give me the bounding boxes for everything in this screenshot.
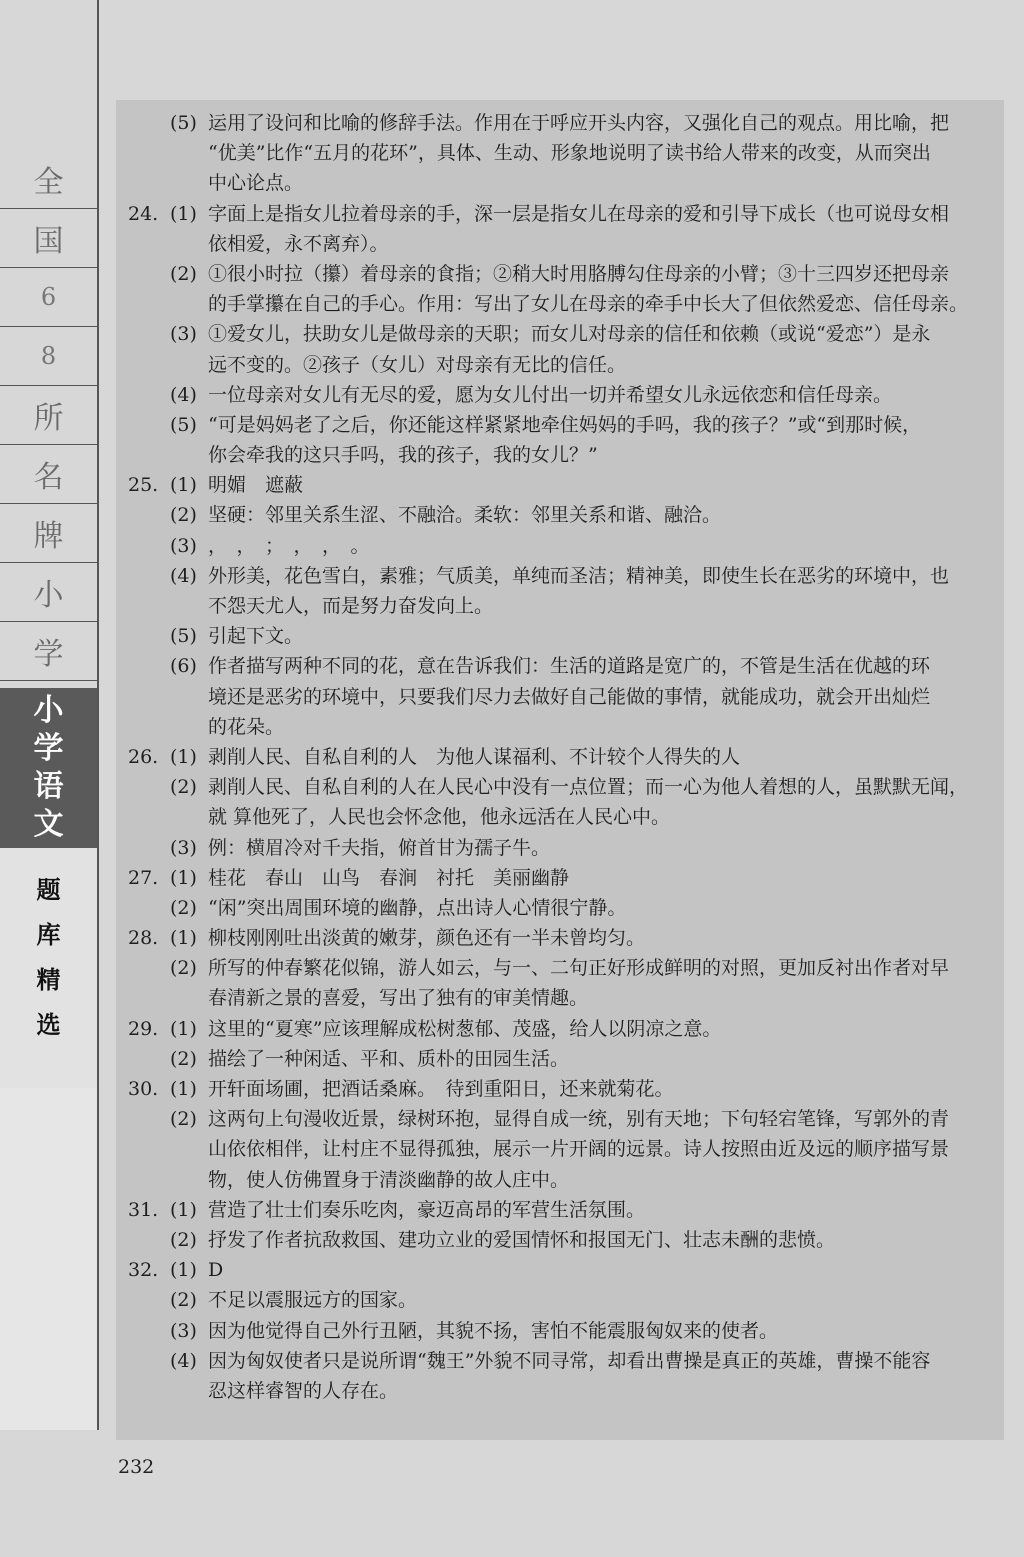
- answer-text: 的花朵。: [208, 715, 285, 738]
- answer-text: 剥削人民、自私自利的人 为他人谋福利、不计较个人得失的人: [208, 745, 741, 768]
- question-number: 27.: [128, 866, 159, 889]
- answer-text: 引起下文。: [208, 625, 304, 648]
- answer-text: 这里的“夏寒”应该理解成松树葱郁、茂盛，给人以阴凉之意。: [208, 1017, 722, 1040]
- sidebar-title-char: 牌: [0, 504, 97, 563]
- answer-line: [128, 138, 996, 168]
- sidebar-background: [0, 1088, 97, 1430]
- answer-line: [128, 953, 996, 983]
- sub-question-number: (2): [170, 262, 197, 285]
- sub-question-number: (3): [170, 1319, 197, 1342]
- answer-line: [128, 259, 996, 289]
- question-number: 29.: [128, 1017, 159, 1040]
- sidebar-title-char: 6: [0, 268, 97, 327]
- sub-question-number: (2): [170, 1228, 197, 1251]
- answer-line: [128, 863, 996, 893]
- sub-question-number: (6): [170, 655, 197, 678]
- answer-line: [128, 802, 996, 832]
- sidebar-subject: [0, 688, 97, 848]
- answer-text: 你会牵我的这只手吗，我的孩子，我的女儿？”: [208, 444, 598, 467]
- answer-line: [128, 1014, 996, 1044]
- answer-line: [128, 199, 996, 229]
- sub-question-number: (1): [170, 202, 197, 225]
- answer-text: 运用了设问和比喻的修辞手法。作用在于呼应开头内容，又强化自己的观点。用比喻，把: [208, 112, 950, 134]
- answer-line: [128, 531, 996, 561]
- sub-question-number: (2): [170, 957, 197, 980]
- answer-text: 物，使人仿佛置身于清淡幽静的故人庄中。: [208, 1168, 570, 1191]
- answer-line: [128, 470, 996, 500]
- answer-text: 的手掌攥在自己的手心。作用：写出了女儿在母亲的牵手中长大了但依然爱恋、信任母亲。: [208, 293, 969, 316]
- answer-text: 不足以震服远方的国家。: [208, 1289, 418, 1312]
- sidebar-section: [0, 848, 97, 1088]
- answer-line: [128, 289, 996, 319]
- question-number: 25.: [128, 474, 159, 497]
- answer-line: [128, 1134, 996, 1164]
- answer-line: [128, 1074, 996, 1104]
- sub-question-number: (4): [170, 1349, 197, 1372]
- answer-line: [128, 1225, 996, 1255]
- sub-question-number: (5): [170, 413, 197, 436]
- answer-line: [128, 923, 996, 953]
- sidebar-section-char: 精: [36, 966, 61, 994]
- question-number: 30.: [128, 1078, 159, 1100]
- answer-line: [128, 833, 996, 863]
- answer-line: [128, 651, 996, 681]
- sub-question-number: (1): [170, 1198, 197, 1221]
- answer-text: 中心论点。: [208, 172, 304, 195]
- answer-line: [128, 380, 996, 410]
- sidebar-title-char: 8: [0, 327, 97, 386]
- answer-text: 忍这样睿智的人存在。: [208, 1379, 399, 1402]
- page-number: 232: [118, 1456, 155, 1478]
- sub-question-number: (2): [170, 1047, 197, 1070]
- answer-text: 字面上是指女儿拉着母亲的手，深一层是指女儿在母亲的爱和引导下成长（也可说母女相: [208, 202, 950, 225]
- answer-line: [128, 682, 996, 712]
- answer-text: 桂花 春山 山鸟 春涧 衬托 美丽幽静: [208, 866, 570, 889]
- sub-question-number: (2): [170, 1108, 197, 1131]
- answer-text: 柳枝刚刚吐出淡黄的嫩芽，颜色还有一半未曾均匀。: [208, 927, 646, 950]
- answer-text: 远不变的。②孩子（女儿）对母亲有无比的信任。: [208, 353, 627, 376]
- answer-line: [128, 1044, 996, 1074]
- answer-text: “闲”突出周围环境的幽静，点出诗人心情很宁静。: [208, 896, 627, 919]
- sub-question-number: (5): [170, 112, 197, 134]
- answer-text: 作者描写两种不同的花，意在告诉我们：生活的道路是宽广的，不管是生活在优越的环: [208, 655, 931, 678]
- sidebar-section-char: 题: [36, 876, 61, 904]
- answer-line: [128, 1346, 996, 1376]
- sub-question-number: (3): [170, 836, 197, 859]
- sub-question-number: (1): [170, 1017, 197, 1040]
- answer-line: [128, 410, 996, 440]
- sidebar-subject-char: 语: [33, 769, 64, 804]
- answer-line: [128, 1104, 996, 1134]
- sub-question-number: (2): [170, 776, 197, 799]
- answer-text: “优美”比作“五月的花环”，具体、生动、形象地说明了读书给人带来的改变，从而突出: [208, 142, 931, 165]
- answer-line: [128, 561, 996, 591]
- answer-line: [128, 893, 996, 923]
- sub-question-number: (4): [170, 383, 197, 406]
- answer-line: [128, 772, 996, 802]
- answer-content: [128, 108, 996, 1406]
- sub-question-number: (1): [170, 927, 197, 950]
- answer-text: 山依依相伴，让村庄不显得孤独，展示一片开阔的远景。诗人按照由近及远的顺序描写景: [208, 1138, 950, 1161]
- sidebar-subject-char: 小: [33, 693, 64, 728]
- sidebar-title-char: 学: [0, 622, 97, 681]
- sub-question-number: (1): [170, 745, 197, 768]
- answer-line: [128, 108, 996, 138]
- sidebar-title: [0, 150, 97, 681]
- sidebar-subject-char: 文: [33, 807, 64, 842]
- sub-question-number: (1): [170, 474, 197, 497]
- sub-question-number: (3): [170, 534, 197, 557]
- question-number: 28.: [128, 927, 159, 950]
- answer-line: [128, 621, 996, 651]
- answer-text: 因为他觉得自己外行丑陋，其貌不扬，害怕不能震服匈奴来的使者。: [208, 1319, 779, 1342]
- sub-question-number: (4): [170, 564, 197, 587]
- answer-text: 这两句上句漫收近景，绿树环抱，显得自成一统，别有天地；下句轻宕笔锋，写郭外的青: [208, 1108, 950, 1131]
- sidebar-section-char: 选: [36, 1011, 61, 1039]
- sub-question-number: (1): [170, 1259, 197, 1282]
- answer-text: 境还是恶劣的环境中，只要我们尽力去做好自己能做的事情，就能成功，就会开出灿烂: [208, 685, 931, 708]
- answer-text: 明媚 遮蔽: [208, 474, 304, 497]
- sub-question-number: (2): [170, 1289, 197, 1312]
- sub-question-number: (1): [170, 866, 197, 889]
- answer-text: 因为匈奴使者只是说所谓“魏王”外貌不同寻常，却看出曹操是真正的英雄，曹操不能容: [208, 1349, 931, 1372]
- answer-text: ， ， ； ， ， 。: [208, 534, 370, 557]
- answer-text: ①爱女儿，扶助女儿是做母亲的天职；而女儿对母亲的信任和依赖（或说“爱恋”）是永: [208, 323, 931, 346]
- answer-text: 一位母亲对女儿有无尽的爱，愿为女儿付出一切并希望女儿永远依恋和信任母亲。: [208, 383, 893, 406]
- sub-question-number: (2): [170, 896, 197, 919]
- answer-line: [128, 591, 996, 621]
- sidebar-title-char: 全: [0, 150, 97, 209]
- answer-line: [128, 319, 996, 349]
- sidebar-subject-char: 学: [33, 731, 64, 766]
- answer-line: [128, 742, 996, 772]
- sidebar-title-char: 名: [0, 445, 97, 504]
- answer-text: ①很小时拉（攥）着母亲的食指；②稍大时用胳膊勾住母亲的小臂；③十三四岁还把母亲: [208, 262, 950, 285]
- answer-line: [128, 983, 996, 1013]
- answer-line: [128, 500, 996, 530]
- answer-line: [128, 1376, 996, 1406]
- answer-text: 不怨天尤人，而是努力奋发向上。: [208, 595, 494, 617]
- answer-line: [128, 1285, 996, 1315]
- sidebar-title-char: 国: [0, 209, 97, 268]
- question-number: 24.: [128, 202, 159, 225]
- question-number: 32.: [128, 1259, 159, 1282]
- answer-line: [128, 1165, 996, 1195]
- margin-rule: [97, 0, 99, 1430]
- answer-text: 例：横眉冷对千夫指，俯首甘为孺子牛。: [208, 836, 551, 859]
- answer-text: 抒发了作者抗敌救国、建功立业的爱国情怀和报国无门、壮志未酬的悲愤。: [208, 1228, 836, 1251]
- answer-line: [128, 350, 996, 380]
- question-number: 26.: [128, 745, 159, 768]
- sub-question-number: (3): [170, 323, 197, 346]
- answer-text: 春清新之景的喜爱，写出了独有的审美情趣。: [208, 987, 589, 1010]
- answer-line: [128, 229, 996, 259]
- answer-text: 所写的仲春繁花似锦，游人如云，与一、二句正好形成鲜明的对照，更加反衬出作者对早: [208, 957, 950, 980]
- sub-question-number: (2): [170, 504, 197, 527]
- answer-line: [128, 712, 996, 742]
- answer-text: 开轩面场圃，把酒话桑麻。 待到重阳日，还来就菊花。: [208, 1078, 674, 1100]
- question-number: 31.: [128, 1198, 159, 1221]
- answer-line: [128, 1195, 996, 1225]
- answer-text: 外形美，花色雪白，素雅；气质美，单纯而圣洁；精神美，即使生长在恶劣的环境中，也: [208, 564, 950, 587]
- answer-text: D: [208, 1259, 224, 1282]
- answer-text: 剥削人民、自私自利的人在人民心中没有一点位置；而一心为他人着想的人，虽默默无闻，: [208, 776, 969, 799]
- answer-text: 就 算他死了，人民也会怀念他，他永远活在人民心中。: [208, 806, 671, 829]
- sidebar-title-char: 小: [0, 563, 97, 622]
- answer-line: [128, 1316, 996, 1346]
- answer-line: [128, 440, 996, 470]
- answer-text: 描绘了一种闲适、平和、质朴的田园生活。: [208, 1047, 570, 1070]
- answer-text: “可是妈妈老了之后，你还能这样紧紧地牵住妈妈的手吗，我的孩子？”或“到那时候，: [208, 413, 922, 436]
- answer-text: 依相爱，永不离弃）。: [208, 232, 389, 255]
- sidebar-section-char: 库: [36, 921, 61, 949]
- answer-line: [128, 1255, 996, 1285]
- sidebar-title-char: 所: [0, 386, 97, 445]
- sub-question-number: (1): [170, 1078, 197, 1100]
- sub-question-number: (5): [170, 625, 197, 648]
- answer-text: 营造了壮士们奏乐吃肉，豪迈高昂的军营生活氛围。: [208, 1198, 646, 1221]
- answer-line: [128, 168, 996, 198]
- answer-text: 坚硬：邻里关系生涩、不融洽。柔软：邻里关系和谐、融洽。: [208, 504, 722, 527]
